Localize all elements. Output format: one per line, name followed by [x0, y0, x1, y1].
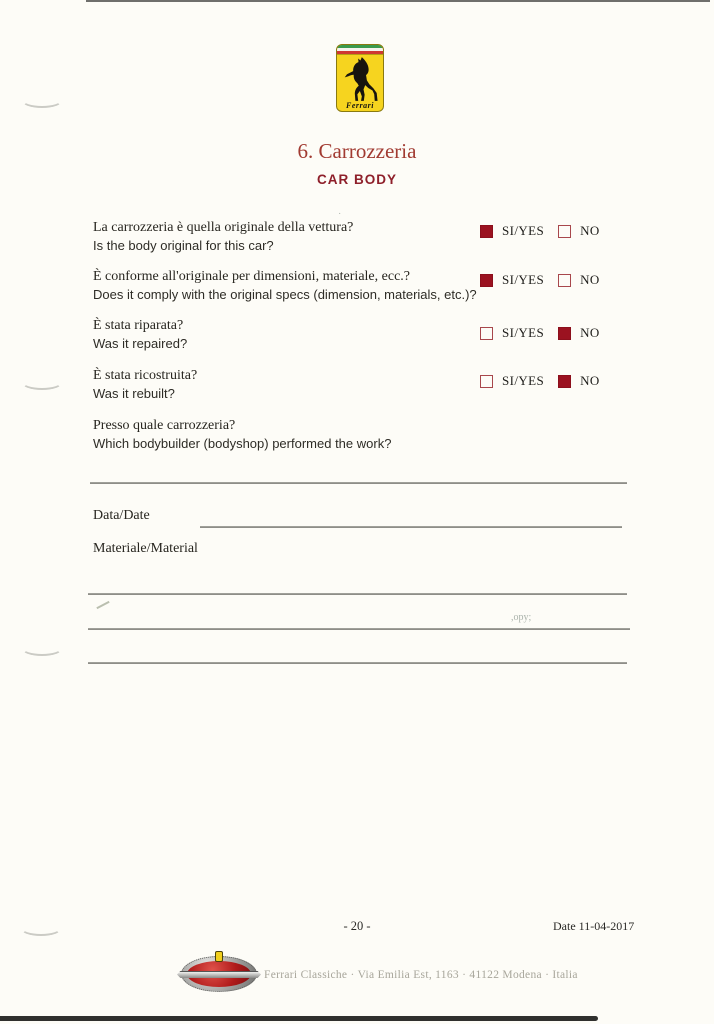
badge-band [177, 971, 261, 978]
answer-group [480, 272, 600, 288]
question-which-bodyshop [93, 417, 653, 452]
checkbox-no[interactable] [558, 327, 571, 340]
punch-hole-mark [21, 640, 63, 656]
no-label: NO [580, 223, 600, 238]
footer-date: Date 11-04-2017 [553, 919, 635, 933]
write-line-material-1[interactable] [88, 593, 627, 595]
checkbox-no[interactable] [558, 375, 571, 388]
question-text-english: Is the body original for this car? [93, 238, 274, 253]
question-body-original [93, 219, 653, 254]
write-line-date[interactable] [200, 526, 622, 528]
answer-group [480, 325, 600, 341]
write-line-bodyshop[interactable] [90, 482, 627, 484]
si-yes-label: SI/YES [502, 325, 545, 340]
write-line-material-3[interactable] [88, 662, 627, 664]
mini-ferrari-shield-icon [215, 951, 223, 962]
question-original-specs [93, 268, 653, 303]
question-text-english: Does it comply with the original specs (dimension, materials, etc.)? [93, 287, 477, 302]
italian-flag-stripe [337, 45, 383, 55]
checkbox-no[interactable] [558, 225, 571, 238]
scan-artifact-speck: ,opy; [511, 612, 532, 623]
prancing-horse-icon [341, 56, 381, 102]
scan-edge-top [86, 0, 710, 2]
scan-artifact-pen-mark [96, 601, 109, 609]
question-text-italian: È stata riparata? [93, 318, 184, 333]
question-text-english: Which bodybuilder (bodyshop) performed the work? [93, 436, 392, 451]
date-field-label: Data/Date [93, 508, 150, 523]
ferrari-shield-logo [336, 44, 384, 112]
checkbox-si-yes[interactable] [480, 375, 493, 388]
si-yes-label: SI/YES [502, 373, 545, 388]
no-label: NO [580, 373, 600, 388]
page-number: - 20 - [343, 919, 371, 933]
punch-hole-mark [21, 92, 63, 108]
question-text-italian: Presso quale carrozzeria? [93, 418, 236, 433]
si-yes-label: SI/YES [502, 223, 545, 238]
checkbox-si-yes[interactable] [480, 225, 493, 238]
checkbox-si-yes[interactable] [480, 327, 493, 340]
question-text-italian: È conforme all'originale per dimensioni, materiale, ecc.? [93, 269, 410, 284]
question-repaired [93, 317, 653, 352]
section-title-italian: 6. Carrozzeria [297, 139, 417, 163]
answer-group [480, 373, 600, 389]
no-label: NO [580, 272, 600, 287]
question-rebuilt [93, 367, 653, 402]
scan-edge-bottom [0, 1016, 598, 1021]
answer-group [480, 223, 600, 239]
si-yes-label: SI/YES [502, 272, 545, 287]
question-text-english: Was it rebuilt? [93, 386, 175, 401]
punch-hole-mark [21, 374, 63, 390]
footer-address: Ferrari Classiche · Via Emilia Est, 1163 · 41122 Modena · Italia [264, 969, 578, 981]
question-text-italian: È stata ricostruita? [93, 368, 198, 383]
checkbox-no[interactable] [558, 274, 571, 287]
write-line-material-2[interactable] [88, 628, 630, 630]
ferrari-classiche-badge [181, 954, 257, 994]
material-field-label: Materiale/Material [93, 541, 198, 556]
scan-artifact-speck: ˙ [338, 212, 342, 223]
no-label: NO [580, 325, 600, 340]
question-text-italian: La carrozzeria è quella originale della vettura? [93, 220, 354, 235]
checkbox-si-yes[interactable] [480, 274, 493, 287]
section-title-english: CAR BODY [316, 172, 397, 187]
question-text-english: Was it repaired? [93, 336, 188, 351]
ferrari-wordmark: Ferrari [346, 101, 374, 110]
